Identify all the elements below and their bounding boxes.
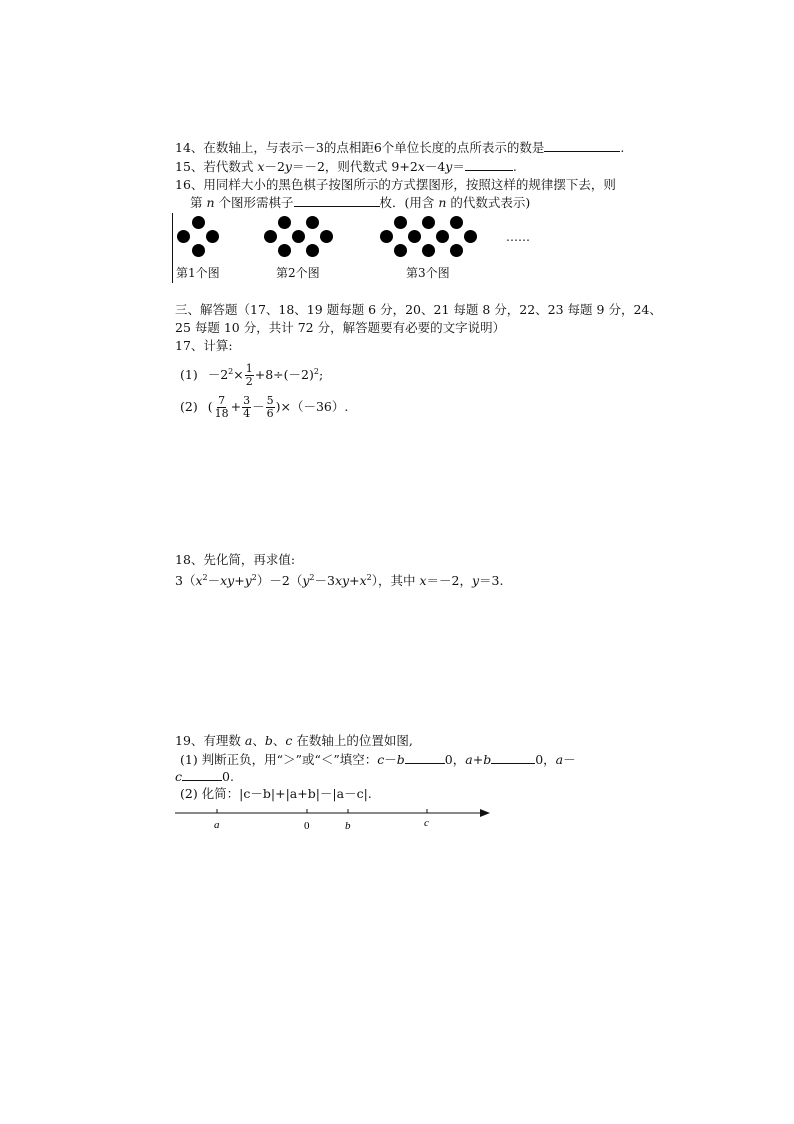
q15-var-x: x: [257, 159, 265, 174]
chess-piece: [177, 230, 190, 243]
question-17-title: [175, 338, 233, 354]
question-18-expression: [175, 570, 503, 589]
q19-text: (1) 判断正负，用“＞”或“＜”填空：: [180, 752, 378, 767]
q16-var-n: n: [438, 195, 447, 210]
q19-answer-blank-2[interactable]: [491, 751, 535, 764]
figure-1-caption: 第1个图: [176, 266, 220, 280]
chess-piece: [380, 230, 393, 243]
q18-var: x: [195, 573, 203, 589]
q19-var: a: [555, 752, 564, 767]
q16-answer-blank[interactable]: [294, 194, 380, 207]
fraction-numerator: 1: [245, 362, 253, 376]
q17-fraction: [266, 395, 275, 420]
q16-text: 16、用同样大小的黑色棋子按图所示的方式摆图形，按照这样的规律摆下去，则: [175, 177, 616, 192]
q19-var: a: [465, 752, 473, 767]
q18-exponent: 2: [366, 573, 372, 582]
chess-piece: [264, 230, 277, 243]
q15-text: －4: [424, 159, 446, 174]
question-19-part1-line1: [180, 751, 576, 768]
question-19-title: [175, 733, 413, 749]
q19-text: 0.: [222, 769, 234, 784]
q18-var: xy: [220, 573, 235, 589]
q17-exponent: 2: [228, 367, 234, 376]
q16-text: 枚．(用含: [379, 195, 439, 210]
chess-piece: [450, 244, 463, 257]
chess-piece: [464, 230, 477, 243]
q17-part2-label: (2): [180, 399, 198, 414]
chess-piece: [292, 230, 305, 243]
q16-text: 第: [190, 195, 207, 210]
q14-text: 14、在数轴上，与表示－3的点相距6个单位长度的点所表示的数是: [175, 140, 545, 155]
q15-var-y: y: [445, 159, 453, 174]
q17-fraction: [245, 363, 254, 388]
chess-piece: [394, 244, 407, 257]
q19-text: 0，: [444, 752, 466, 767]
q18-text: 3（: [175, 573, 196, 589]
chess-piece: [278, 244, 291, 257]
label-0: 0: [304, 820, 310, 832]
chess-piece: [422, 216, 435, 229]
q17-text: +: [230, 399, 242, 414]
q18-text: ）－2（: [256, 573, 303, 589]
q17-text: ×: [233, 367, 244, 383]
fraction-denominator: 4: [243, 407, 251, 420]
question-17-part2: [180, 392, 348, 422]
label-c: c: [424, 817, 429, 829]
chess-piece: [450, 216, 463, 229]
q18-exponent: 2: [309, 573, 315, 582]
question-16-line2: [190, 194, 530, 211]
q17-text: －2: [207, 367, 229, 383]
q17-title: 17、计算:: [175, 338, 233, 353]
section-3-text: 三、解答题（17、18、19 题每题 6 分，20、21 每题 8 分，22、23 每题 9 分，24、: [175, 302, 662, 317]
question-19-part2: [180, 786, 372, 802]
q18-var: y: [244, 573, 252, 589]
label-b: b: [345, 820, 351, 832]
q19-var: c: [285, 733, 293, 748]
q15-var-x: x: [417, 159, 425, 174]
q15-tail: .: [512, 159, 517, 174]
q19-text: 19、有理数: [175, 733, 245, 748]
chess-piece: [422, 244, 435, 257]
q15-prefix: 15、若代数式: [175, 159, 258, 174]
label-a: a: [214, 819, 220, 831]
q17-text: (: [207, 399, 213, 414]
chess-piece: [436, 230, 449, 243]
q18-text: ＝－2，: [426, 573, 472, 589]
q18-exponent: 2: [202, 573, 208, 582]
q19-text: +: [472, 752, 484, 767]
q17-exponent: 2: [313, 367, 319, 376]
q19-part2-text: (2) 化简：|c－b|+|a+b|－|a－c|.: [180, 786, 372, 801]
q18-text: ），其中: [371, 573, 420, 589]
q17-text: )×（－36）.: [275, 399, 349, 414]
fraction-denominator: 6: [266, 407, 274, 420]
q17-text: －: [252, 399, 265, 414]
fraction-numerator: 5: [266, 394, 274, 407]
q18-var: x: [359, 573, 367, 589]
q19-text: －: [563, 752, 576, 767]
fraction-denominator: 18: [214, 407, 229, 420]
q18-text: ＝3.: [479, 573, 504, 589]
chess-piece: [278, 216, 291, 229]
question-19-part1-line2: [175, 768, 234, 785]
fraction-numerator: 3: [243, 394, 251, 407]
q17-part1-label: (1): [180, 367, 198, 383]
q17-text: +8÷(－2): [254, 367, 314, 383]
q19-text: 、: [272, 733, 286, 748]
q19-answer-blank-3[interactable]: [182, 768, 222, 781]
section-3-heading-line2: [175, 320, 505, 336]
question-14: [175, 139, 624, 156]
q18-text: －: [207, 573, 221, 589]
q15-var-y: y: [284, 159, 292, 174]
chess-piece: [408, 230, 421, 243]
q17-text: ;: [318, 367, 324, 383]
q18-exponent: 2: [251, 573, 257, 582]
figure-ellipsis: ……: [506, 230, 530, 244]
q19-text: 在数轴上的位置如图,: [292, 733, 413, 748]
q19-text: －: [384, 752, 397, 767]
q18-var: xy: [334, 573, 350, 589]
q18-title: 18、先化简，再求值:: [175, 552, 296, 567]
chess-piece: [192, 244, 205, 257]
q18-text: －3: [314, 573, 335, 589]
q16-text: 个图形需棋子: [214, 195, 294, 210]
q19-answer-blank-1[interactable]: [405, 751, 445, 764]
section-3-heading-line1: [175, 302, 662, 318]
q17-fraction: [242, 395, 251, 420]
chess-piece: [394, 216, 407, 229]
q19-var: a: [244, 733, 253, 748]
q18-text: +: [349, 573, 360, 589]
q18-var: x: [419, 573, 427, 589]
figure-3-caption: 第3个图: [406, 266, 450, 280]
q15-text: ＝－2，则代数式 9+2: [291, 159, 418, 174]
chess-piece: [320, 230, 333, 243]
q17-fraction: [214, 395, 230, 420]
question-16-line1: [175, 177, 616, 193]
figure-left-border: [172, 213, 173, 283]
chess-piece: [306, 216, 319, 229]
q16-text: 的代数式表示): [446, 195, 531, 210]
chess-piece: [206, 230, 219, 243]
question-15: [175, 158, 517, 175]
figure-2-caption: 第2个图: [276, 266, 320, 280]
q16-var-n: n: [206, 195, 215, 210]
q14-tail: .: [620, 140, 625, 155]
q19-var: c: [175, 769, 183, 784]
number-line-arrow-icon: [480, 809, 490, 817]
question-17-part1: [180, 357, 323, 390]
q19-var: b: [483, 752, 492, 767]
question-18-title: [175, 552, 295, 568]
q19-text: 、: [252, 733, 265, 748]
q14-answer-blank[interactable]: [544, 139, 620, 152]
q19-var: b: [264, 733, 273, 748]
q15-text: －2: [264, 159, 285, 174]
q18-var: y: [302, 573, 310, 589]
chess-piece: [306, 244, 319, 257]
chess-piece: [192, 216, 205, 229]
q18-text: +: [234, 573, 245, 589]
fraction-numerator: 7: [218, 394, 226, 407]
q19-var: b: [396, 752, 405, 767]
q15-answer-blank[interactable]: [465, 158, 513, 171]
q18-var: y: [471, 573, 480, 589]
fraction-denominator: 2: [245, 375, 253, 389]
section-3-text: 25 每题 10 分，共计 72 分，解答题要有必要的文字说明）: [175, 320, 506, 335]
q19-var: c: [377, 752, 385, 767]
number-line: [170, 804, 500, 844]
q19-text: 0，: [535, 752, 556, 767]
q15-text: ＝: [452, 159, 465, 174]
